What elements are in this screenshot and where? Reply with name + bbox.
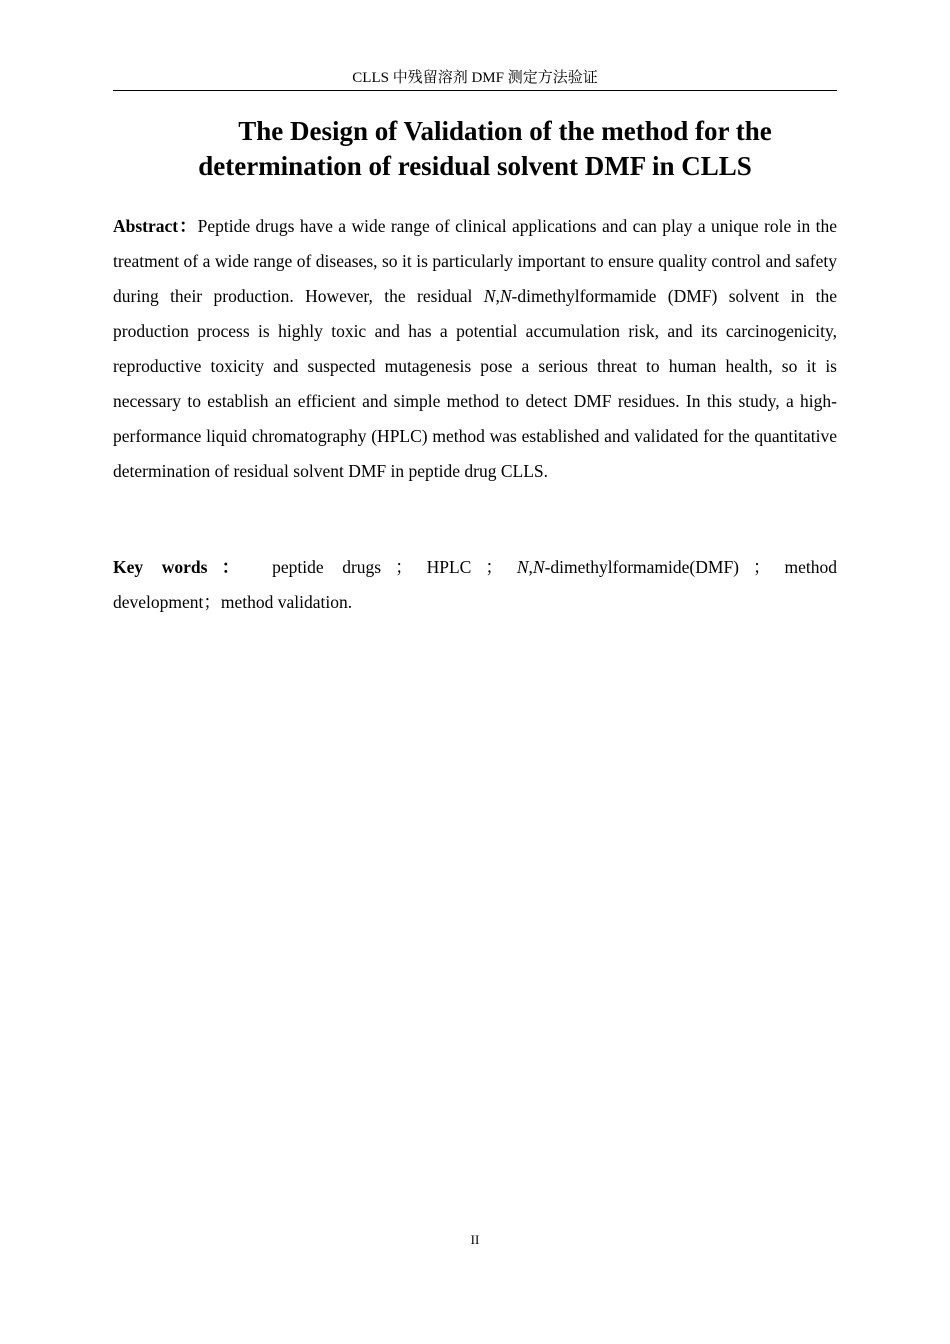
keyword-item-3-rest: -dimethylformamide(DMF): [544, 557, 739, 577]
keyword-item-1: peptide drugs: [272, 557, 382, 577]
keyword-item-3-n1: N: [516, 557, 529, 577]
keyword-item-2: HPLC: [426, 557, 472, 577]
keyword-separator: ；: [753, 557, 771, 577]
keyword-separator: ；: [485, 557, 503, 577]
keyword-item-5: method validation.: [220, 592, 353, 612]
abstract-text-part1: Peptide drugs have a wide range of clinical applications and can play a unique role in the treatment of a wide range of diseases, so it is particularly important to ensure quality control and safety during their production. However, the residual: [113, 216, 837, 306]
keyword-item-3-n2: N: [532, 557, 545, 577]
abstract-comma: ,: [495, 286, 500, 306]
keyword-separator: ；: [203, 592, 221, 612]
keyword-item-4: method development: [113, 557, 837, 612]
keywords-label: Key words：: [113, 557, 254, 577]
keyword-separator: ；: [395, 557, 413, 577]
title-line-2: determination of residual solvent DMF in CLLS: [198, 151, 752, 181]
header-rule: [113, 90, 837, 91]
abstract-label: Abstract：: [113, 216, 198, 236]
keywords-paragraph: [113, 550, 837, 620]
abstract-text-part2: -dimethylformamide (DMF) solvent in the production process is highly toxic and has a potential accumulation risk, and its carcinogenicity, reproductive toxicity and suspected mutagenesis pose a serious threat to human health, so it is necessary to establish an efficient and simple method to detect DMF residues. In this study, a high-performance liquid chromatography (HPLC) method was established and validated for the quantitative determination of residual solvent DMF in peptide drug CLLS.: [113, 286, 837, 481]
keyword-item-3-comma: ,: [528, 557, 533, 577]
title-line-1: The Design of Validation of the method for the: [238, 116, 772, 146]
abstract-italic-n2: N: [499, 286, 512, 306]
running-header: CLLS 中残留溶剂 DMF 测定方法验证: [352, 70, 598, 86]
paper-title: [113, 114, 837, 184]
page-number: II: [470, 1232, 480, 1247]
abstract-italic-n1: N: [483, 286, 496, 306]
abstract-paragraph: [113, 209, 837, 489]
